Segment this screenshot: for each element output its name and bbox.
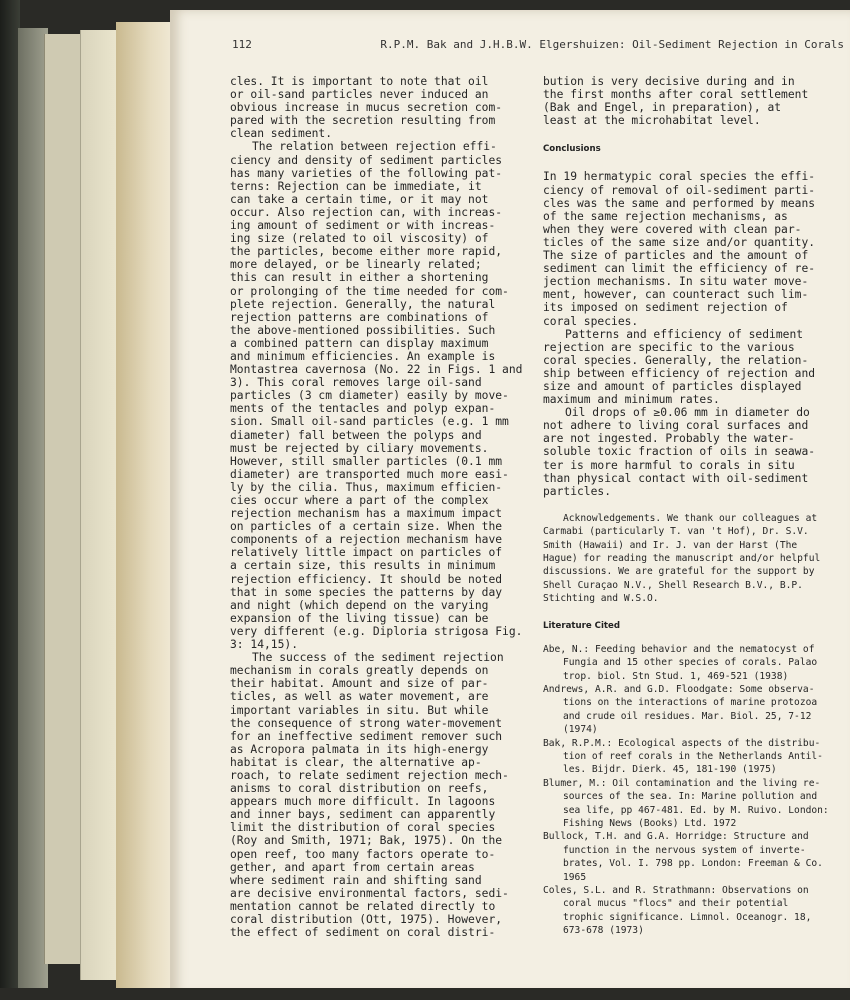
text-line: must be rejected by ciliary movements.	[230, 441, 489, 455]
text-line: 3). This coral removes large oil-sand	[230, 376, 482, 390]
text-line: when they were covered with clean par-	[543, 222, 802, 236]
reference-line: coral mucus "flocs" and their potential	[563, 898, 789, 910]
acknowledgement-line: Hague) for reading the manuscript and/or helpful	[543, 553, 821, 565]
text-line: their habitat. Amount and size of par-	[230, 677, 489, 691]
text-line: relatively little impact on particles of	[230, 546, 503, 560]
reference-line: Andrews, A.R. and G.D. Floodgate: Some observa-	[543, 683, 815, 695]
reference-line: Bak, R.P.M.: Ecological aspects of the distribu-	[543, 737, 821, 749]
reference-line: (1974)	[563, 724, 598, 736]
text-line: for an ineffective sediment remover such	[230, 729, 503, 743]
text-line: jection mechanisms. In situ water move-	[543, 275, 809, 289]
text-line: rejection patterns are combinations of	[230, 310, 489, 324]
text-line: or oil-sand particles never induced an	[230, 88, 489, 102]
text-line: more delayed, or be linearly related;	[230, 258, 482, 272]
reference-line: function in the nervous system of inverte-	[563, 844, 806, 856]
text-line: appears much more difficult. In lagoons	[230, 795, 496, 809]
text-line: Patterns and efficiency of sediment	[565, 327, 804, 341]
text-line: habitat is clear, the alternative ap-	[230, 755, 482, 769]
text-line: very different (e.g. Diploria strigosa Fig.	[230, 624, 523, 638]
text-line: anisms to coral distribution on reefs,	[230, 782, 489, 796]
text-line: important variables in situ. But while	[230, 703, 489, 717]
text-line: ticles, as well as water movement, are	[230, 690, 489, 704]
reference-entry	[543, 884, 840, 938]
text-line: the particles, become either more rapid,	[230, 245, 503, 259]
text-line: not adhere to living coral surfaces and	[543, 419, 809, 433]
conclusions-text	[543, 170, 840, 497]
references-list	[543, 643, 840, 938]
text-line: and night (which depend on the varying	[230, 598, 489, 612]
reference-line: Coles, S.L. and R. Strathmann: Observations on	[543, 885, 809, 897]
text-line: where sediment rain and shifting sand	[230, 873, 482, 887]
reference-line: tion of reef corals in the Netherlands Antil-	[563, 751, 823, 762]
reference-line: Bullock, T.H. and G.A. Horridge: Structure and	[543, 831, 809, 843]
acknowledgement-line: Smith (Hawaii) and Ir. J. van der Harst (The	[543, 539, 798, 551]
text-line: ship between efficiency of rejection and	[543, 366, 816, 380]
text-line: particles.	[543, 484, 612, 498]
text-line: coral species.	[543, 314, 639, 328]
text-line: are not ingested. Probably the water-	[543, 432, 795, 446]
text-line: than physical contact with oil-sediment	[543, 471, 809, 485]
text-line: has many varieties of the following pat-	[230, 166, 503, 180]
text-line: Oil drops of ≥0.06 mm in diameter do	[565, 406, 810, 420]
text-line: cles was the same and performed by means	[543, 196, 816, 210]
text-line: are decisive environmental factors, sedi-	[230, 886, 509, 900]
text-line: bution is very decisive during and in	[543, 75, 795, 88]
text-line: ments of the tentacles and polyp expan-	[230, 402, 496, 416]
acknowledgement-line: Stichting and W.S.O.	[543, 593, 659, 605]
text-line: the first months after coral settlement	[543, 88, 809, 102]
text-line: cles. It is important to note that oil	[230, 75, 489, 88]
text-line: However, still smaller particles (0.1 mm	[230, 454, 503, 468]
text-line: ly by the cilia. Thus, maximum efficien-	[230, 480, 503, 494]
text-line: can take a certain time, or it may not	[230, 192, 489, 206]
text-line: coral species. Generally, the relation-	[543, 353, 809, 367]
literature-heading: Literature Cited	[543, 620, 621, 631]
book-spine	[0, 0, 20, 1000]
text-line: its imposed on sediment rejection of	[543, 301, 788, 315]
text-line: rejection are specific to the various	[543, 340, 795, 354]
text-line: expansion of the living tissue) can be	[230, 611, 489, 625]
text-line: Montastrea cavernosa (No. 22 in Figs. 1 and	[230, 363, 523, 377]
reference-line: brates, Vol. I. 798 pp. London: Freeman & Co.	[563, 858, 823, 870]
right-column	[543, 75, 840, 938]
text-line: soluble toxic fraction of oils in seawa-	[543, 445, 816, 459]
reference-line: trophic significance. Limnol. Oceanogr. 18,	[563, 911, 812, 923]
reference-line: 1965	[563, 871, 587, 883]
text-line: The size of particles and the amount of	[543, 249, 809, 263]
reference-line: sources of the sea. In: Marine pollution and	[563, 791, 818, 803]
text-line: (Bak and Engel, in preparation), at	[543, 101, 782, 115]
text-line: occur. Also rejection can, with increas-	[230, 205, 503, 219]
text-line: components of a rejection mechanism have	[230, 533, 503, 547]
text-line: cies occur where a part of the complex	[230, 494, 489, 507]
reference-line: tions on the interactions of marine protozoa	[563, 697, 818, 709]
reference-entry	[543, 777, 840, 831]
text-line: coral distribution (Ott, 1975). However,	[230, 913, 503, 926]
acknowledgements	[543, 512, 840, 606]
text-line: pared with the secretion resulting from	[230, 114, 496, 128]
text-line: maximum and minimum rates.	[543, 393, 720, 407]
text-line: limit the distribution of coral species	[230, 821, 496, 835]
reference-line: trop. biol. Stn Stud. 1, 469-521 (1938)	[563, 670, 789, 682]
text-line: The success of the sediment rejection	[252, 651, 504, 665]
text-line: plete rejection. Generally, the natural	[230, 297, 496, 311]
text-line: the effect of sediment on coral distri-	[230, 926, 496, 940]
reference-entry	[543, 683, 840, 737]
text-line: and inner bays, sediment can apparently	[230, 808, 496, 822]
text-line: sion. Small oil-sand particles (e.g. 1 mm	[230, 415, 509, 429]
intro-text	[543, 75, 840, 127]
text-line: of the same rejection mechanisms, as	[543, 209, 788, 223]
text-line: a certain size, this results in minimum	[230, 559, 496, 573]
text-line: terns: Rejection can be immediate, it	[230, 179, 482, 193]
page-header	[232, 38, 844, 54]
text-line: sediment can limit the efficiency of re-	[543, 262, 816, 276]
text-line: the above-mentioned possibilities. Such	[230, 323, 496, 337]
text-line: and minimum efficiencies. An example is	[230, 349, 496, 363]
text-line: least at the microhabitat level.	[543, 114, 761, 128]
reference-entry	[543, 737, 840, 777]
text-line: on particles of a certain size. When the	[230, 520, 503, 534]
text-line: this can result in either a shortening	[230, 271, 489, 285]
text-line: In 19 hermatypic coral species the effi-	[543, 170, 816, 184]
text-line: diameter) fall between the polyps and	[230, 428, 482, 442]
reference-line: sea life, pp 467-481. Ed. by M. Ruivo. London:	[563, 804, 829, 816]
reference-line: Blumer, M.: Oil contamination and the living re-	[543, 777, 821, 789]
text-line: (Roy and Smith, 1971; Bak, 1975). On the	[230, 834, 503, 848]
text-line: particles (3 cm diameter) easily by move-	[230, 389, 509, 403]
text-line: The relation between rejection effi-	[252, 140, 497, 154]
bottom-shadow	[0, 988, 850, 1000]
reference-line: Fungia and 15 other species of corals. Palao	[563, 657, 818, 669]
text-line: ciency and density of sediment particles	[230, 153, 503, 167]
reference-line: les. Bijdr. Dierk. 45, 181-190 (1975)	[563, 764, 777, 776]
text-line: gether, and apart from certain areas	[230, 860, 475, 874]
reference-entry	[543, 643, 840, 683]
text-line: a combined pattern can display maximum	[230, 336, 489, 350]
text-line: ing amount of sediment or with increas-	[230, 219, 496, 233]
reference-line: Abe, N.: Feeding behavior and the nematocyst of	[543, 643, 815, 655]
text-line: 3: 14,15).	[230, 638, 299, 652]
page-number: 112	[232, 38, 252, 51]
text-line: mechanism in corals greatly depends on	[230, 664, 489, 678]
reference-line: and crude oil residues. Mar. Biol. 25, 7-12	[563, 710, 812, 722]
page-gutter	[116, 22, 174, 992]
reference-line: 673-678 (1973)	[563, 925, 644, 937]
acknowledgement-line: Carmabi (particularly T. van 't Hof), Dr. S.V.	[543, 526, 809, 538]
acknowledgement-line: Acknowledgements. We thank our colleagues at	[563, 512, 818, 524]
text-line: that in some species the patterns by day	[230, 585, 503, 599]
reference-line: Fishing News (Books) Ltd. 1972	[563, 818, 737, 830]
text-line: size and amount of particles displayed	[543, 379, 802, 393]
text-line: ing size (related to oil viscosity) of	[230, 232, 489, 246]
page-edge	[44, 34, 85, 964]
text-line: diameter) are transported much more easi-	[230, 467, 509, 481]
text-line: ciency of removal of oil-sediment parti-	[543, 183, 816, 197]
page-edge	[80, 30, 121, 980]
text-line: as Acropora palmata in its high-energy	[230, 742, 489, 756]
running-title: R.P.M. Bak and J.H.B.W. Elgershuizen: Oil-Sediment Rejection in Corals	[380, 38, 844, 51]
text-line: or prolonging of the time needed for com-	[230, 284, 509, 298]
text-line: ticles of the same size and/or quantity.	[543, 235, 816, 249]
text-line: obvious increase in mucus secretion com-	[230, 101, 503, 115]
text-line: rejection efficiency. It should be noted	[230, 572, 503, 586]
text-line: mentation cannot be related directly to	[230, 899, 496, 913]
text-line: clean sediment.	[230, 127, 333, 141]
acknowledgement-line: Shell Curaçao N.V., Shell Research B.V., B.P.	[543, 579, 803, 591]
text-line: ter is more harmful to corals in situ	[543, 458, 795, 472]
text-line: the consequence of strong water-movement	[230, 716, 503, 730]
left-column	[230, 75, 532, 939]
text-line: open reef, too many factors operate to-	[230, 847, 496, 861]
acknowledgement-line: discussions. We are grateful for the support by	[543, 566, 815, 578]
reference-entry	[543, 830, 840, 884]
conclusions-heading: Conclusions	[543, 144, 601, 155]
text-line: roach, to relate sediment rejection mech-	[230, 768, 509, 782]
text-line: ment, however, can counteract such lim-	[543, 288, 809, 302]
text-line: rejection mechanism has a maximum impact	[230, 507, 503, 521]
